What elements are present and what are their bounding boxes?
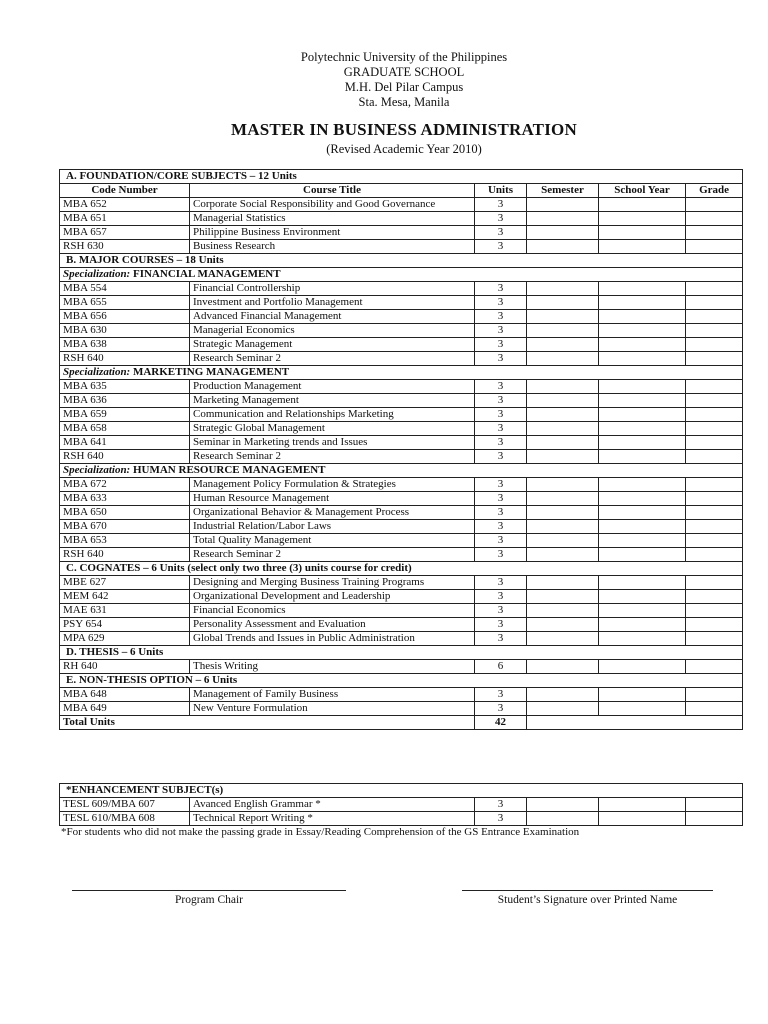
course-units: 3 (475, 450, 527, 464)
semester-cell (527, 408, 599, 422)
course-title: Organizational Development and Leadership (190, 590, 475, 604)
course-code: MBA 670 (60, 520, 190, 534)
semester-cell (527, 422, 599, 436)
section-c-header (60, 562, 743, 576)
course-units: 3 (475, 226, 527, 240)
semester-cell (527, 660, 599, 674)
course-title: Human Resource Management (190, 492, 475, 506)
enhancement-table (59, 783, 743, 826)
course-code: MBA 672 (60, 478, 190, 492)
course-title: Philippine Business Environment (190, 226, 475, 240)
course-row (60, 604, 743, 618)
course-title: Research Seminar 2 (190, 352, 475, 366)
course-units: 3 (475, 520, 527, 534)
school-year-cell (599, 812, 686, 826)
course-code: MBE 627 (60, 576, 190, 590)
grade-header: Grade (686, 184, 743, 198)
total-empty (527, 716, 743, 730)
student-signature-line (462, 890, 713, 891)
course-units: 3 (475, 798, 527, 812)
document-subtitle: (Revised Academic Year 2010) (326, 142, 482, 156)
grade-cell (686, 408, 743, 422)
school-year-cell (599, 408, 686, 422)
school-year-cell (599, 798, 686, 812)
section-title: D. THESIS – 6 Units (60, 646, 743, 660)
course-row (60, 576, 743, 590)
semester-cell (527, 324, 599, 338)
curriculum-table (59, 169, 743, 730)
course-title: Investment and Portfolio Management (190, 296, 475, 310)
course-title: Production Management (190, 380, 475, 394)
course-row (60, 408, 743, 422)
specialization-title (60, 464, 743, 478)
course-title: Seminar in Marketing trends and Issues (190, 436, 475, 450)
school-year-cell (599, 520, 686, 534)
course-code: MBA 653 (60, 534, 190, 548)
course-row (60, 338, 743, 352)
grade-cell (686, 812, 743, 826)
course-code: MBA 652 (60, 198, 190, 212)
semester-cell (527, 240, 599, 254)
semester-cell (527, 338, 599, 352)
specialization-name: MARKETING MANAGEMENT (132, 366, 290, 378)
school-year-cell (599, 380, 686, 394)
footnote: *For students who did not make the passing grade in Essay/Reading Comprehension of the GS Entrance Examination (61, 826, 580, 838)
course-title: Technical Report Writing * (190, 812, 475, 826)
course-row (60, 492, 743, 506)
course-title: Research Seminar 2 (190, 548, 475, 562)
course-units: 3 (475, 576, 527, 590)
course-row (60, 688, 743, 702)
grade-cell (686, 576, 743, 590)
section-title: B. MAJOR COURSES – 18 Units (60, 254, 743, 268)
section-title: C. COGNATES – 6 Units (select only two three (3) units course for credit) (60, 562, 743, 576)
course-row (60, 422, 743, 436)
university-name: Polytechnic University of the Philippines (300, 50, 508, 64)
course-code: RH 640 (60, 660, 190, 674)
course-code: RSH 640 (60, 548, 190, 562)
semester-cell (527, 604, 599, 618)
school-year-cell (599, 548, 686, 562)
grade-cell (686, 618, 743, 632)
school-year-cell (599, 212, 686, 226)
semester-cell (527, 812, 599, 826)
course-code: RSH 640 (60, 450, 190, 464)
course-title: Industrial Relation/Labor Laws (190, 520, 475, 534)
course-units: 3 (475, 338, 527, 352)
specialization-title (60, 268, 743, 282)
school-year-cell (599, 702, 686, 716)
grade-cell (686, 534, 743, 548)
course-code: MBA 633 (60, 492, 190, 506)
course-code: TESL 610/MBA 608 (60, 812, 190, 826)
school-year-cell (599, 478, 686, 492)
course-code: MBA 648 (60, 688, 190, 702)
school-year-cell (599, 198, 686, 212)
semester-cell (527, 282, 599, 296)
semester-cell (527, 436, 599, 450)
course-code: MBA 636 (60, 394, 190, 408)
grade-cell (686, 352, 743, 366)
grade-cell (686, 478, 743, 492)
course-code: MBA 656 (60, 310, 190, 324)
course-code: MBA 659 (60, 408, 190, 422)
school-year-cell (599, 688, 686, 702)
course-units: 3 (475, 506, 527, 520)
course-code: MPA 629 (60, 632, 190, 646)
section-title: A. FOUNDATION/CORE SUBJECTS – 12 Units (60, 170, 743, 184)
course-row (60, 226, 743, 240)
semester-cell (527, 492, 599, 506)
grade-cell (686, 324, 743, 338)
grade-cell (686, 492, 743, 506)
semester-cell (527, 520, 599, 534)
grade-cell (686, 688, 743, 702)
grade-cell (686, 198, 743, 212)
course-units: 3 (475, 408, 527, 422)
school-year-cell (599, 394, 686, 408)
semester-cell (527, 450, 599, 464)
course-title: Strategic Global Management (190, 422, 475, 436)
semester-cell (527, 296, 599, 310)
grade-cell (686, 226, 743, 240)
grade-cell (686, 296, 743, 310)
school-year-cell (599, 436, 686, 450)
school-year-cell (599, 296, 686, 310)
course-code: MBA 651 (60, 212, 190, 226)
grade-cell (686, 702, 743, 716)
course-units: 3 (475, 632, 527, 646)
grade-cell (686, 798, 743, 812)
course-units: 3 (475, 324, 527, 338)
course-title: Avanced English Grammar * (190, 798, 475, 812)
course-title: Managerial Statistics (190, 212, 475, 226)
course-units: 3 (475, 478, 527, 492)
grade-cell (686, 282, 743, 296)
course-code: MBA 657 (60, 226, 190, 240)
specialization-hrm (60, 464, 743, 478)
section-title: E. NON-THESIS OPTION – 6 Units (60, 674, 743, 688)
course-title: Designing and Merging Business Training Programs (190, 576, 475, 590)
semester-cell (527, 688, 599, 702)
course-units: 3 (475, 618, 527, 632)
course-row (60, 478, 743, 492)
grade-cell (686, 660, 743, 674)
column-header-row (60, 184, 743, 198)
course-row (60, 534, 743, 548)
specialization-name: FINANCIAL MANAGEMENT (132, 268, 281, 280)
specialization-title (60, 366, 743, 380)
course-code: PSY 654 (60, 618, 190, 632)
course-units: 3 (475, 310, 527, 324)
specialization-prefix: Specialization: (63, 366, 131, 378)
school-year-cell (599, 492, 686, 506)
course-code: MBA 635 (60, 380, 190, 394)
location: Sta. Mesa, Manila (358, 95, 450, 109)
course-code: RSH 630 (60, 240, 190, 254)
school-year-cell (599, 352, 686, 366)
semester-cell (527, 798, 599, 812)
course-units: 3 (475, 352, 527, 366)
course-code: MBA 641 (60, 436, 190, 450)
course-units: 3 (475, 212, 527, 226)
course-units: 3 (475, 492, 527, 506)
course-units: 6 (475, 660, 527, 674)
grade-cell (686, 604, 743, 618)
course-code: MBA 655 (60, 296, 190, 310)
semester-cell (527, 380, 599, 394)
school-year-cell (599, 618, 686, 632)
semester-cell (527, 632, 599, 646)
course-code: RSH 640 (60, 352, 190, 366)
course-row (60, 702, 743, 716)
course-title-header: Course Title (190, 184, 475, 198)
course-code: TESL 609/MBA 607 (60, 798, 190, 812)
course-row (60, 590, 743, 604)
grade-cell (686, 590, 743, 604)
grade-cell (686, 520, 743, 534)
course-row (60, 324, 743, 338)
campus-name: M.H. Del Pilar Campus (344, 80, 464, 94)
course-units: 3 (475, 604, 527, 618)
semester-cell (527, 590, 599, 604)
course-row (60, 632, 743, 646)
course-row (60, 352, 743, 366)
grade-cell (686, 240, 743, 254)
course-units: 3 (475, 590, 527, 604)
semester-cell (527, 548, 599, 562)
course-title: Business Research (190, 240, 475, 254)
course-title: Financial Economics (190, 604, 475, 618)
specialization-prefix: Specialization: (63, 464, 131, 476)
course-title: Management of Family Business (190, 688, 475, 702)
course-title: Global Trends and Issues in Public Administration (190, 632, 475, 646)
grade-cell (686, 450, 743, 464)
school-year-cell (599, 324, 686, 338)
course-row (60, 212, 743, 226)
course-row (60, 812, 743, 826)
school-name: GRADUATE SCHOOL (343, 65, 465, 79)
school-year-cell (599, 590, 686, 604)
school-year-cell (599, 450, 686, 464)
course-row (60, 380, 743, 394)
program-chair-label: Program Chair (174, 894, 244, 906)
school-year-cell (599, 310, 686, 324)
course-title: Personality Assessment and Evaluation (190, 618, 475, 632)
course-units: 3 (475, 394, 527, 408)
course-row (60, 450, 743, 464)
course-row (60, 310, 743, 324)
course-code: MBA 630 (60, 324, 190, 338)
course-row (60, 296, 743, 310)
course-code: MBA 638 (60, 338, 190, 352)
enhancement-header (60, 784, 743, 798)
course-row (60, 198, 743, 212)
total-label: Total Units (60, 716, 475, 730)
code-number-header: Code Number (60, 184, 190, 198)
course-row (60, 506, 743, 520)
course-row (60, 660, 743, 674)
course-row (60, 240, 743, 254)
semester-cell (527, 310, 599, 324)
course-code: MBA 650 (60, 506, 190, 520)
course-row (60, 548, 743, 562)
semester-cell (527, 702, 599, 716)
course-title: Managerial Economics (190, 324, 475, 338)
course-code: MBA 554 (60, 282, 190, 296)
specialization-financial (60, 268, 743, 282)
course-title: Organizational Behavior & Management Process (190, 506, 475, 520)
course-units: 3 (475, 812, 527, 826)
school-year-cell (599, 604, 686, 618)
semester-cell (527, 198, 599, 212)
program-chair-signature-line (72, 890, 346, 891)
document-header (0, 50, 768, 110)
course-row (60, 282, 743, 296)
school-year-cell (599, 506, 686, 520)
course-title: Communication and Relationships Marketing (190, 408, 475, 422)
semester-cell (527, 506, 599, 520)
course-title: Strategic Management (190, 338, 475, 352)
course-row (60, 618, 743, 632)
course-title: Total Quality Management (190, 534, 475, 548)
grade-cell (686, 338, 743, 352)
section-a-header (60, 170, 743, 184)
course-units: 3 (475, 296, 527, 310)
course-title: Corporate Social Responsibility and Good Governance (190, 198, 475, 212)
course-title: New Venture Formulation (190, 702, 475, 716)
section-e-header (60, 674, 743, 688)
total-units: 42 (475, 716, 527, 730)
semester-header: Semester (527, 184, 599, 198)
course-row (60, 436, 743, 450)
course-units: 3 (475, 282, 527, 296)
total-row (60, 716, 743, 730)
semester-cell (527, 576, 599, 590)
grade-cell (686, 506, 743, 520)
units-header: Units (475, 184, 527, 198)
school-year-cell (599, 338, 686, 352)
course-units: 3 (475, 422, 527, 436)
course-code: MEM 642 (60, 590, 190, 604)
semester-cell (527, 212, 599, 226)
section-title: *ENHANCEMENT SUBJECT(s) (60, 784, 743, 798)
semester-cell (527, 618, 599, 632)
course-code: MBA 649 (60, 702, 190, 716)
school-year-cell (599, 632, 686, 646)
course-code: MAE 631 (60, 604, 190, 618)
course-title: Financial Controllership (190, 282, 475, 296)
course-row (60, 520, 743, 534)
grade-cell (686, 548, 743, 562)
school-year-cell (599, 226, 686, 240)
document-title: MASTER IN BUSINESS ADMINISTRATION (231, 120, 577, 139)
specialization-prefix: Specialization: (63, 268, 131, 280)
course-title: Thesis Writing (190, 660, 475, 674)
specialization-marketing (60, 366, 743, 380)
grade-cell (686, 380, 743, 394)
course-units: 3 (475, 548, 527, 562)
school-year-cell (599, 534, 686, 548)
semester-cell (527, 534, 599, 548)
section-b-header (60, 254, 743, 268)
course-units: 3 (475, 240, 527, 254)
grade-cell (686, 394, 743, 408)
grade-cell (686, 310, 743, 324)
student-signature-label: Student’s Signature over Printed Name (497, 894, 678, 906)
course-code: MBA 658 (60, 422, 190, 436)
course-title: Marketing Management (190, 394, 475, 408)
course-title: Management Policy Formulation & Strategies (190, 478, 475, 492)
course-units: 3 (475, 534, 527, 548)
course-units: 3 (475, 198, 527, 212)
course-units: 3 (475, 436, 527, 450)
section-d-header (60, 646, 743, 660)
semester-cell (527, 478, 599, 492)
grade-cell (686, 632, 743, 646)
school-year-cell (599, 422, 686, 436)
course-units: 3 (475, 702, 527, 716)
semester-cell (527, 226, 599, 240)
grade-cell (686, 436, 743, 450)
school-year-cell (599, 282, 686, 296)
semester-cell (527, 352, 599, 366)
course-title: Advanced Financial Management (190, 310, 475, 324)
course-row (60, 394, 743, 408)
grade-cell (686, 422, 743, 436)
specialization-name: HUMAN RESOURCE MANAGEMENT (132, 464, 326, 476)
grade-cell (686, 212, 743, 226)
course-units: 3 (475, 380, 527, 394)
course-row (60, 798, 743, 812)
semester-cell (527, 394, 599, 408)
course-title: Research Seminar 2 (190, 450, 475, 464)
school-year-cell (599, 240, 686, 254)
school-year-header: School Year (599, 184, 686, 198)
school-year-cell (599, 576, 686, 590)
course-units: 3 (475, 688, 527, 702)
school-year-cell (599, 660, 686, 674)
